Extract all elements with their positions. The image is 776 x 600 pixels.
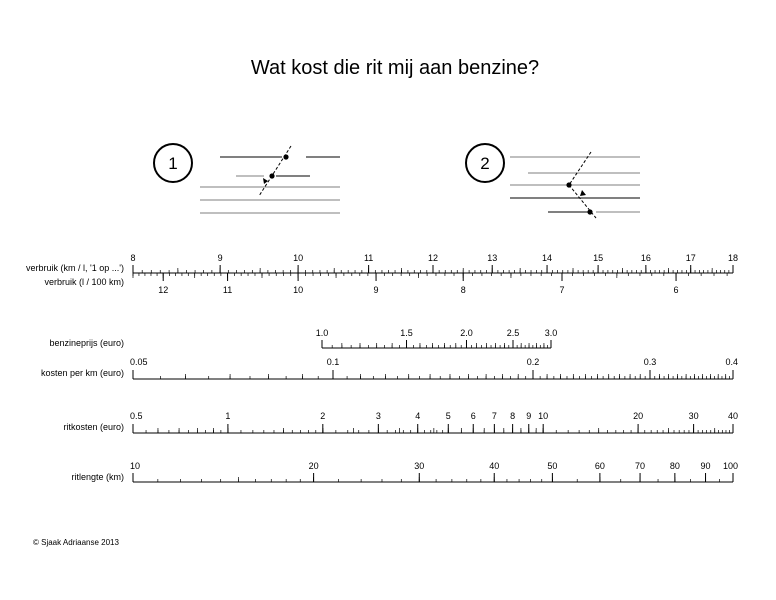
tick-label: 40 — [727, 411, 738, 421]
step-2-lines — [510, 152, 640, 218]
tick-label: 5 — [445, 411, 451, 421]
tick-label: 20 — [633, 411, 644, 421]
tick-label: 0.3 — [643, 357, 657, 367]
tick-label: 0.2 — [526, 357, 540, 367]
tick-label: 7 — [559, 285, 565, 295]
scale-label-verbruik-l-per-100km: verbruik (l / 100 km) — [44, 277, 124, 287]
tick-label: 13 — [487, 253, 498, 263]
tick-label: 0.05 — [130, 357, 148, 367]
tick-label: 6 — [673, 285, 679, 295]
copyright-text: © Sjaak Adriaanse 2013 — [33, 538, 119, 547]
labels-verbruik-km-per-l — [130, 253, 738, 273]
scale-ritkosten — [63, 411, 738, 433]
step-1-point-a — [283, 154, 288, 159]
tick-label: 17 — [685, 253, 696, 263]
ticks-kosten-per-km — [133, 374, 733, 379]
page-title: Wat kost die rit mij aan benzine? — [250, 57, 540, 79]
scale-label-kosten-per-km: kosten per km (euro) — [40, 368, 124, 378]
tick-label: 16 — [640, 253, 651, 263]
scale-benzineprijs — [49, 328, 557, 348]
tick-label: 2.0 — [460, 328, 473, 338]
scale-label-verbruik-km-per-l: verbruik (km / l, '1 op ...') — [26, 263, 124, 273]
tick-label: 7 — [491, 411, 497, 421]
tick-label: 4 — [415, 411, 421, 421]
labels-ritlengte — [130, 461, 738, 482]
step-2-number: 2 — [480, 154, 490, 173]
tick-label: 9 — [373, 285, 379, 295]
tick-label: 0.5 — [130, 411, 143, 421]
step-1-lines — [200, 146, 340, 213]
scale-label-ritkosten: ritkosten (euro) — [63, 422, 124, 432]
scale-label-benzineprijs: benzineprijs (euro) — [49, 338, 124, 348]
tick-label: 1.0 — [315, 328, 329, 338]
tick-label: 18 — [727, 253, 738, 263]
tick-label: 20 — [308, 461, 319, 471]
tick-label: 80 — [669, 461, 680, 471]
tick-label: 10 — [293, 285, 304, 295]
tick-label: 70 — [635, 461, 646, 471]
tick-label: 0.1 — [326, 357, 340, 367]
step-2-point-a — [566, 182, 571, 187]
tick-label: 8 — [130, 253, 136, 263]
labels-kosten-per-km — [130, 357, 738, 379]
tick-label: 10 — [538, 411, 549, 421]
step-2-illustration — [466, 144, 640, 218]
tick-label: 12 — [427, 253, 439, 263]
scale-kosten-per-km — [41, 357, 738, 379]
ticks-ritkosten — [133, 428, 733, 433]
tick-label: 0.4 — [725, 357, 738, 367]
tick-label: 10 — [130, 461, 141, 471]
tick-label: 30 — [414, 461, 425, 471]
tick-label: 11 — [363, 253, 374, 263]
ticks-ritlengte — [133, 477, 733, 482]
tick-label: 6 — [470, 411, 476, 421]
tick-label: 9 — [217, 253, 223, 263]
ticks-benzineprijs — [322, 343, 551, 348]
tick-label: 1.5 — [400, 328, 413, 338]
tick-label: 2 — [320, 411, 326, 421]
tick-label: 100 — [722, 461, 738, 471]
tick-label: 3.0 — [544, 328, 558, 338]
tick-label: 11 — [222, 285, 233, 295]
tick-label: 12 — [158, 285, 169, 295]
scale-label-ritlengte: ritlengte (km) — [71, 472, 124, 482]
tick-label: 50 — [547, 461, 558, 471]
step-1-illustration — [154, 144, 340, 213]
tick-label: 30 — [688, 411, 699, 421]
tick-label: 8 — [510, 411, 516, 421]
tick-label: 9 — [526, 411, 532, 421]
tick-label: 1 — [225, 411, 231, 421]
scale-ritlengte — [71, 461, 738, 482]
tick-label: 15 — [593, 253, 604, 263]
tick-label: 8 — [460, 285, 466, 295]
step-1-point-b — [269, 173, 274, 178]
tick-label: 3 — [375, 411, 381, 421]
ticks-verbruik-l-per-100km — [133, 273, 727, 278]
step-2-marker — [580, 190, 586, 196]
step-2-point-b — [587, 209, 592, 214]
step-1-marker — [263, 178, 268, 184]
tick-label: 90 — [700, 461, 711, 471]
tick-label: 40 — [489, 461, 500, 471]
tick-label: 10 — [293, 253, 304, 263]
tick-label: 2.5 — [506, 328, 520, 338]
tick-label: 14 — [542, 253, 553, 263]
step-1-number: 1 — [168, 154, 178, 173]
scale-verbruik — [26, 253, 738, 295]
tick-label: 60 — [594, 461, 605, 471]
